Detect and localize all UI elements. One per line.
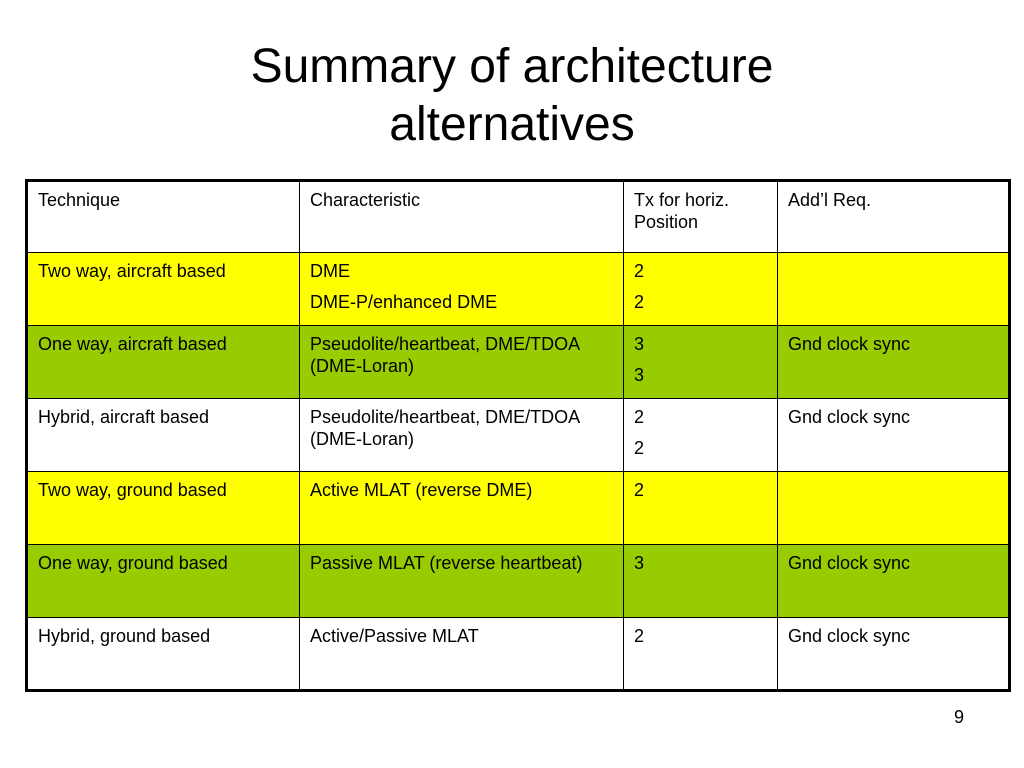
table-body xyxy=(27,181,1010,691)
tx-value: 2 xyxy=(634,261,645,281)
table-row xyxy=(27,399,1010,472)
cell-technique: Two way, aircraft based xyxy=(27,253,300,326)
page-number: 9 xyxy=(953,707,964,727)
cell-tx-horiz-position xyxy=(624,618,778,691)
tx-value: 2 xyxy=(634,480,645,500)
characteristic-line: DME xyxy=(310,261,350,281)
characteristic-line: Pseudolite/heartbeat, DME/TDOA (DME-Loran) xyxy=(310,407,580,449)
tx-value: 2 xyxy=(634,292,645,312)
cell-addl-req xyxy=(778,253,1010,326)
cell-tx-horiz-position xyxy=(624,326,778,399)
tx-value: 3 xyxy=(634,365,645,385)
cell-tx-horiz-position xyxy=(624,545,778,618)
characteristic-line: Pseudolite/heartbeat, DME/TDOA (DME-Loran) xyxy=(310,334,580,376)
architecture-table xyxy=(25,179,1011,692)
characteristic-line: Active MLAT (reverse DME) xyxy=(310,480,533,500)
table-header-row xyxy=(27,181,1010,253)
cell-characteristic xyxy=(300,326,624,399)
cell-characteristic xyxy=(300,399,624,472)
table-row xyxy=(27,545,1010,618)
cell-characteristic xyxy=(300,545,624,618)
table-row xyxy=(27,253,1010,326)
cell-characteristic xyxy=(300,253,624,326)
table-row xyxy=(27,618,1010,691)
cell-tx-horiz-position xyxy=(624,472,778,545)
characteristic-line: DME-P/enhanced DME xyxy=(310,292,498,312)
tx-value: 2 xyxy=(634,438,645,458)
title-line-1: Summary of architecture xyxy=(250,40,774,93)
cell-characteristic xyxy=(300,618,624,691)
header-tx-horiz-position: Tx for horiz. Position xyxy=(624,181,778,253)
characteristic-line: Active/Passive MLAT xyxy=(310,626,479,646)
table-row xyxy=(27,326,1010,399)
cell-addl-req: Gnd clock sync xyxy=(778,618,1010,691)
cell-addl-req xyxy=(778,472,1010,545)
tx-value: 3 xyxy=(634,553,645,573)
cell-tx-horiz-position xyxy=(624,253,778,326)
cell-tx-horiz-position xyxy=(624,399,778,472)
cell-technique: Hybrid, aircraft based xyxy=(27,399,300,472)
characteristic-line: Passive MLAT (reverse heartbeat) xyxy=(310,553,583,573)
title-line-2: alternatives xyxy=(389,98,635,151)
cell-addl-req: Gnd clock sync xyxy=(778,545,1010,618)
cell-addl-req: Gnd clock sync xyxy=(778,326,1010,399)
tx-value: 2 xyxy=(634,626,645,646)
slide-title xyxy=(0,38,1024,154)
cell-technique: Hybrid, ground based xyxy=(27,618,300,691)
cell-technique: Two way, ground based xyxy=(27,472,300,545)
header-characteristic: Characteristic xyxy=(300,181,624,253)
cell-technique: One way, ground based xyxy=(27,545,300,618)
header-addl-req: Add’l Req. xyxy=(778,181,1010,253)
cell-addl-req: Gnd clock sync xyxy=(778,399,1010,472)
tx-value: 3 xyxy=(634,334,645,354)
table-row xyxy=(27,472,1010,545)
tx-value: 2 xyxy=(634,407,645,427)
cell-characteristic xyxy=(300,472,624,545)
header-technique: Technique xyxy=(27,181,300,253)
cell-technique: One way, aircraft based xyxy=(27,326,300,399)
